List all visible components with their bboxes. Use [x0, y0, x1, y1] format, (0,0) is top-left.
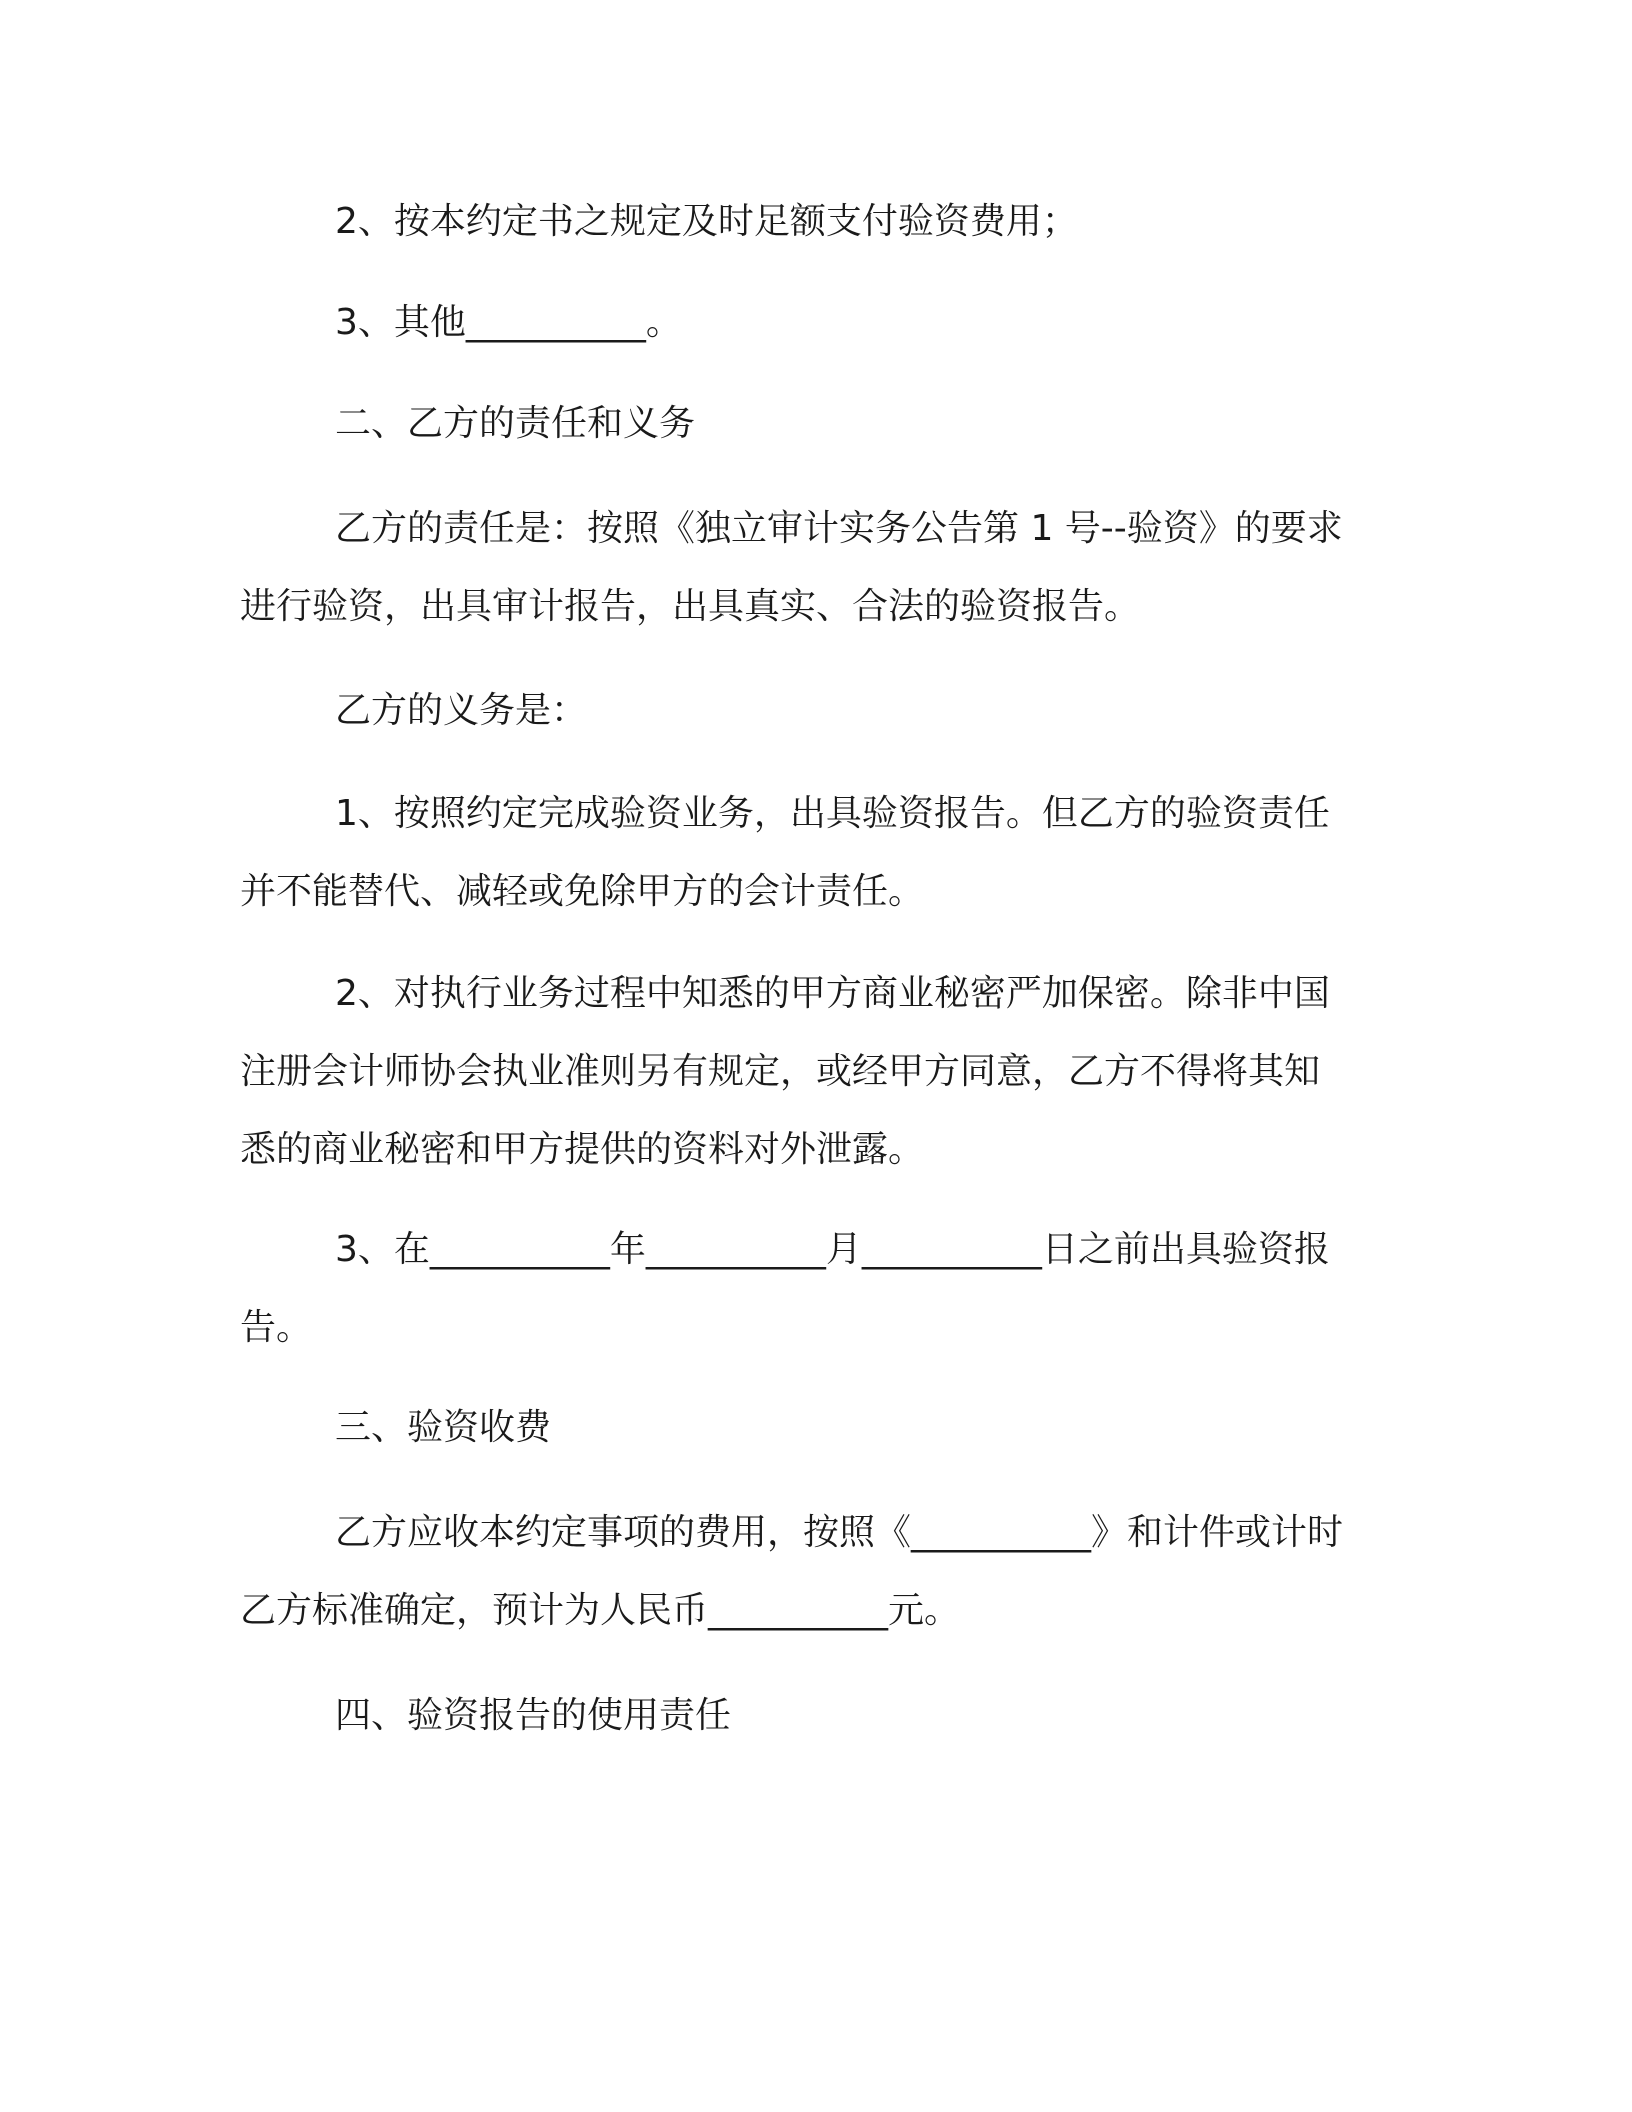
paragraph-party-b-responsibility — [240, 490, 1375, 646]
section-heading-report-usage — [240, 1677, 1375, 1755]
text-line: 并不能替代、减轻或免除甲方的会计责任。 — [240, 871, 925, 912]
paragraph-obligation-2 — [240, 955, 1375, 1189]
text-line: 四、验资报告的使用责任 — [335, 1695, 732, 1736]
text-line: 乙方的义务是： — [335, 690, 588, 731]
text-line: 注册会计师协会执业准则另有规定，或经甲方同意，乙方不得将其知 — [240, 1051, 1321, 1092]
text-line: 2、按本约定书之规定及时足额支付验资费用； — [335, 201, 1078, 242]
paragraph-party-b-obligations-intro — [240, 672, 1375, 750]
section-heading-party-b-duties — [240, 385, 1375, 463]
text-line: 3、其他__________。 — [335, 302, 682, 343]
text-line: 进行验资，出具审计报告，出具真实、合法的验资报告。 — [240, 586, 1141, 627]
paragraph-obligation-1 — [240, 775, 1375, 931]
text-line: 乙方应收本约定事项的费用，按照《__________》和计件或计时 — [335, 1512, 1344, 1553]
paragraph-payment-obligation — [240, 183, 1375, 261]
paragraph-obligation-3 — [240, 1211, 1375, 1367]
text-line: 三、验资收费 — [335, 1407, 552, 1448]
text-line: 告。 — [240, 1307, 313, 1348]
text-line: 乙方标准确定，预计为人民币__________元。 — [240, 1590, 961, 1631]
text-line: 2、对执行业务过程中知悉的甲方商业秘密严加保密。除非中国 — [335, 973, 1330, 1014]
text-line: 悉的商业秘密和甲方提供的资料对外泄露。 — [240, 1129, 925, 1170]
text-line: 乙方的责任是：按照《独立审计实务公告第 1 号--验资》的要求 — [335, 508, 1343, 549]
paragraph-fee-terms — [240, 1494, 1375, 1650]
section-heading-fees — [240, 1389, 1375, 1467]
text-line: 1、按照约定完成验资业务，出具验资报告。但乙方的验资责任 — [335, 793, 1330, 834]
paragraph-other — [240, 284, 1375, 362]
text-line: 二、乙方的责任和义务 — [335, 403, 696, 444]
text-line: 3、在__________年__________月__________日之前出具验资报 — [335, 1229, 1330, 1270]
